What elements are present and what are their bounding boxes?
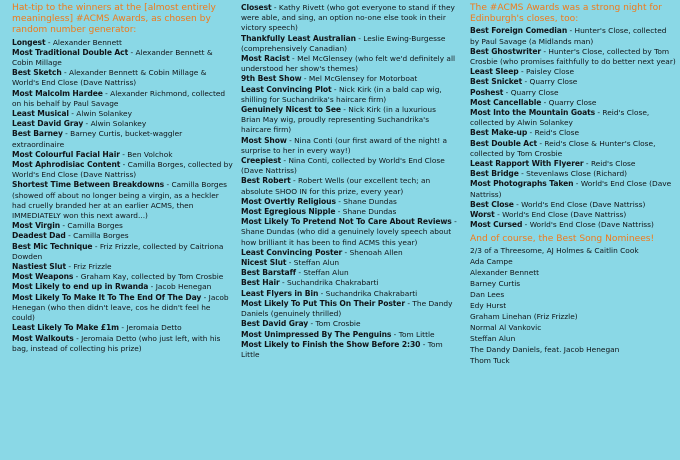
award-entry bbox=[12, 160, 234, 180]
award-winner: Hunter's Close, collected by Tom Crosbie (who promises faithfully to do better next year) bbox=[470, 46, 676, 67]
award-separator: - bbox=[308, 319, 316, 329]
award-separator: - bbox=[527, 128, 535, 138]
award-separator: - bbox=[494, 210, 503, 220]
award-entry bbox=[470, 159, 676, 169]
award-winner: Friz Frizzle, collected by Caitriona Dowden bbox=[12, 241, 224, 261]
nominee-item: Thom Tuck bbox=[470, 355, 510, 365]
award-winner: Reid's Close & Hunter's Close, collected by Tom Crosbie bbox=[470, 138, 656, 158]
award-entry bbox=[241, 268, 457, 278]
award-separator: - bbox=[286, 258, 294, 268]
award-winner: Suchandrika Chakrabarti bbox=[287, 278, 379, 288]
award-separator: - bbox=[518, 67, 526, 77]
award-category: Deadest Dad bbox=[12, 231, 66, 241]
award-separator: - bbox=[355, 33, 364, 43]
award-category: Most Show bbox=[241, 135, 287, 145]
award-separator: - bbox=[503, 87, 511, 97]
award-category: Most Likely to end up in Rwanda bbox=[12, 282, 149, 292]
nominee-item: Normal Al Vankovic bbox=[470, 322, 542, 332]
award-entry bbox=[470, 67, 676, 77]
award-separator: - bbox=[119, 149, 128, 159]
award-entry bbox=[241, 197, 457, 207]
award-winner: Jacob Henegan bbox=[155, 282, 212, 292]
award-winner: Barney Curtis, bucket-waggler extraordinaire bbox=[12, 129, 183, 149]
award-separator: - bbox=[541, 97, 549, 107]
closes-column bbox=[470, 3, 676, 366]
award-category: Best Hair bbox=[241, 278, 280, 288]
award-entry bbox=[12, 293, 234, 324]
award-entry bbox=[470, 169, 676, 179]
award-winner: Friz Frizzle bbox=[73, 262, 112, 272]
award-separator: - bbox=[148, 282, 156, 292]
award-separator: - bbox=[164, 180, 172, 190]
award-separator: - bbox=[66, 262, 74, 272]
award-entry bbox=[12, 231, 234, 241]
award-category: Best Barney bbox=[12, 129, 63, 139]
award-winner: Camilla Borges bbox=[73, 231, 129, 241]
award-category: Most Traditional Double Act bbox=[12, 47, 129, 57]
award-winner: Shane Dundas (who did a genuinely lovely speech about how brilliant it has been to find ACMS this year) bbox=[241, 227, 452, 247]
award-winner: Reid's Close bbox=[534, 128, 580, 138]
nominee-item: 2/3 of a Threesome, AJ Holmes & Caitlin Cook bbox=[470, 246, 639, 256]
award-separator: - bbox=[318, 288, 326, 298]
award-separator: - bbox=[281, 156, 289, 166]
award-separator: - bbox=[522, 220, 530, 230]
award-winner: Steffan Alun bbox=[303, 268, 349, 278]
award-entry bbox=[241, 136, 457, 156]
award-winner: Tom Crosbie bbox=[315, 319, 361, 329]
award-winner: Tom Little bbox=[241, 339, 443, 359]
award-category: Most Egregious Nipple bbox=[241, 207, 336, 217]
award-entry bbox=[470, 139, 676, 159]
award-separator: - bbox=[537, 138, 545, 148]
award-separator: - bbox=[92, 241, 100, 251]
award-separator: - bbox=[420, 339, 428, 349]
award-category: Poshest bbox=[470, 87, 504, 97]
award-winner: Steffan Alun bbox=[293, 258, 340, 268]
award-entry bbox=[12, 38, 234, 48]
award-separator: - bbox=[62, 129, 71, 139]
award-entry bbox=[12, 323, 234, 333]
award-winner: Quarry Close bbox=[510, 87, 559, 97]
award-winner: Jeromaia Detto bbox=[126, 323, 182, 333]
winners-list-2 bbox=[241, 3, 457, 360]
award-winner: Nina Conti, collected by World's End Close (Dave Nattriss) bbox=[241, 156, 445, 176]
award-separator: - bbox=[201, 292, 209, 302]
award-entry bbox=[12, 68, 234, 88]
closes-heading: The #ACMS Awards was a strong night for Edinburgh's closes, too: bbox=[470, 3, 662, 25]
winners-list-1 bbox=[12, 38, 234, 354]
award-entry bbox=[12, 129, 234, 149]
award-category: Most Likely To Make It To The End Of The Day bbox=[12, 292, 202, 302]
award-winner: Robert Wells (our excellent tech; an absolute SHOO IN for this prize, every year) bbox=[241, 176, 431, 196]
award-separator: - bbox=[118, 323, 127, 333]
award-entry bbox=[12, 150, 234, 160]
award-separator: - bbox=[45, 37, 53, 47]
award-separator: - bbox=[541, 46, 549, 56]
award-winner: Leslie Ewing-Burgesse (comprehensively Canadian) bbox=[241, 33, 446, 53]
award-category: Most Cursed bbox=[470, 220, 523, 230]
award-winner: Shenoah Allen bbox=[349, 247, 403, 257]
award-entry bbox=[12, 119, 234, 129]
award-category: Most Cancellable bbox=[470, 97, 542, 107]
award-entry bbox=[241, 74, 457, 84]
award-category: Best Make-up bbox=[470, 128, 528, 138]
award-winner: Jacob Henegan (who then didn't leave, cos he didn't feel he could) bbox=[12, 292, 229, 323]
award-separator: - bbox=[340, 105, 349, 115]
award-winner: Graham Kay, collected by Tom Crosbie bbox=[80, 272, 224, 282]
award-separator: - bbox=[513, 199, 522, 209]
award-entry bbox=[470, 200, 676, 210]
award-category: Least Convincing Poster bbox=[241, 247, 343, 257]
award-separator: - bbox=[451, 217, 457, 227]
award-entry bbox=[12, 221, 234, 231]
nominee-item: Steffan Alun bbox=[470, 333, 516, 343]
award-category: Nastiest Slut bbox=[12, 262, 66, 272]
award-winner: Paisley Close bbox=[526, 67, 575, 77]
award-entry bbox=[12, 262, 234, 272]
award-winner: Quarry Close bbox=[548, 97, 597, 107]
award-category: Best Close bbox=[470, 199, 514, 209]
award-separator: - bbox=[73, 333, 82, 343]
award-entry bbox=[241, 319, 457, 329]
award-category: Nicest Slut bbox=[241, 258, 287, 268]
award-winner: Camilla Borges (showed off about no longer being a virgin, as a heckler had cruelly branded her at an earlier ACMS, then IMMEDIATELY won this next award...) bbox=[12, 180, 227, 221]
award-winner: World's End Close (Dave Nattriss) bbox=[529, 220, 654, 230]
award-entry bbox=[241, 3, 457, 34]
award-entry bbox=[12, 272, 234, 282]
song-nominees-list bbox=[470, 246, 676, 366]
award-winner: Shane Dundas bbox=[343, 196, 397, 206]
award-winner: Suchandrika Chakrabarti bbox=[325, 288, 418, 298]
award-category: Best Double Act bbox=[470, 138, 537, 148]
award-separator: - bbox=[102, 88, 111, 98]
award-separator: - bbox=[342, 247, 350, 257]
award-category: Thankfully Least Australian bbox=[241, 33, 356, 43]
award-entry bbox=[470, 179, 676, 199]
award-winner: World's End Close (Dave Nattriss) bbox=[502, 210, 627, 220]
award-separator: - bbox=[567, 26, 575, 36]
award-separator: - bbox=[271, 3, 279, 12]
award-entry bbox=[241, 156, 457, 176]
award-category: Best Barstaff bbox=[241, 268, 296, 278]
nominee-item: Alexander Bennett bbox=[470, 268, 540, 278]
award-separator: - bbox=[583, 159, 591, 169]
award-separator: - bbox=[120, 160, 128, 170]
award-category: Most Malcolm Hardee bbox=[12, 88, 103, 98]
award-separator: - bbox=[68, 109, 77, 119]
award-separator: - bbox=[522, 77, 530, 87]
award-entry bbox=[241, 217, 457, 248]
winners-column-2 bbox=[241, 3, 457, 360]
award-winner: Stevenlaws Close (Richard) bbox=[526, 169, 628, 179]
award-separator: - bbox=[279, 278, 288, 288]
award-category: Most Likely To Pretend Not To Care About Reviews bbox=[241, 217, 452, 227]
award-winner: Mel McGlensey for Motorboat bbox=[308, 74, 418, 84]
award-entry bbox=[12, 48, 234, 68]
award-category: Best Bridge bbox=[470, 169, 519, 179]
award-category: Creepiest bbox=[241, 156, 282, 166]
award-entry bbox=[241, 85, 457, 105]
nominee-item: Edy Hurst bbox=[470, 301, 507, 310]
award-category: Worst bbox=[470, 210, 495, 220]
award-category: Best Mic Technique bbox=[12, 241, 93, 251]
award-winner: Nina Conti (our first award of the night! a surprise to her in every way!) bbox=[241, 135, 448, 155]
award-entry bbox=[470, 47, 676, 67]
award-separator: - bbox=[595, 108, 603, 118]
nominee-item: Dan Lees bbox=[470, 290, 505, 300]
award-category: Most Colourful Facial Hair bbox=[12, 149, 120, 159]
winners-column-1 bbox=[12, 3, 234, 354]
award-winner: Alwin Solankey bbox=[76, 109, 132, 119]
award-winner: Tom Little bbox=[398, 329, 435, 339]
award-entry bbox=[241, 54, 457, 74]
award-category: Longest bbox=[12, 37, 46, 47]
award-entry bbox=[241, 258, 457, 268]
award-category: Shortest Time Between Breakdowns bbox=[12, 180, 165, 190]
award-entry bbox=[241, 207, 457, 217]
award-category: Least David Gray bbox=[12, 119, 84, 129]
award-winner: Mel McGlensey (who felt we'd definitely all understood her show's themes) bbox=[241, 54, 456, 74]
award-category: Most Racist bbox=[241, 54, 290, 64]
award-winner: World's End Close (Dave Nattriss) bbox=[470, 179, 672, 199]
award-winner: Alexander Bennett & Cobin Millage bbox=[12, 47, 213, 68]
closes-list bbox=[470, 26, 676, 230]
award-category: Most Aphrodisiac Content bbox=[12, 160, 121, 170]
award-winner: Jeromaia Detto (who just left, with his bag, instead of collecting his prize) bbox=[12, 333, 221, 353]
award-separator: - bbox=[61, 68, 70, 78]
award-entry bbox=[241, 330, 457, 340]
award-entry bbox=[470, 128, 676, 138]
award-winner: Alwin Solankey bbox=[90, 119, 147, 129]
award-separator: - bbox=[289, 54, 298, 64]
award-entry bbox=[470, 220, 676, 230]
award-entry bbox=[241, 299, 457, 319]
award-category: Most Unimpressed By The Penguins bbox=[241, 329, 392, 339]
award-entry bbox=[241, 289, 457, 299]
award-entry bbox=[241, 34, 457, 54]
award-separator: - bbox=[128, 47, 136, 57]
intro-heading: Hat-tip to the winners at the [almost entirely meaningless] #ACMS Awards, as chosen by random number generator: bbox=[12, 3, 216, 36]
award-separator: - bbox=[331, 84, 339, 94]
award-entry bbox=[12, 109, 234, 119]
award-category: Genuinely Nicest to See bbox=[241, 105, 341, 115]
award-category: Most Walkouts bbox=[12, 333, 74, 343]
award-separator: - bbox=[335, 207, 343, 217]
award-winner: World's End Close (Dave Nattriss) bbox=[521, 199, 646, 209]
award-entry bbox=[241, 340, 457, 360]
award-category: Most Likely to Finish the Show Before 2:30 bbox=[241, 339, 421, 349]
award-separator: - bbox=[83, 119, 91, 129]
award-separator: - bbox=[295, 268, 304, 278]
award-category: Best Snicket bbox=[470, 77, 523, 87]
award-category: Most Overtly Religious bbox=[241, 196, 336, 206]
award-winner: Shane Dundas bbox=[342, 207, 397, 217]
nominee-item: Ada Campe bbox=[470, 257, 513, 267]
award-category: Least Rapport With Flyerer bbox=[470, 159, 584, 169]
award-entry bbox=[470, 98, 676, 108]
award-entry bbox=[12, 282, 234, 292]
award-entry bbox=[470, 210, 676, 220]
award-separator: - bbox=[286, 135, 295, 145]
award-entry bbox=[241, 176, 457, 196]
award-winner: Quarry Close bbox=[529, 77, 578, 87]
award-category: 9th Best Show bbox=[241, 74, 302, 84]
award-category: Most Likely To Put This On Their Poster bbox=[241, 298, 405, 308]
award-separator: - bbox=[301, 74, 309, 84]
award-category: Most Photographs Taken bbox=[470, 179, 574, 189]
award-category: Least Convincing Plot bbox=[241, 84, 332, 94]
award-category: Least Musical bbox=[12, 109, 69, 119]
award-separator: - bbox=[73, 272, 81, 282]
award-category: Least Flyers in Bin bbox=[241, 288, 319, 298]
award-separator: - bbox=[518, 169, 527, 179]
award-separator: - bbox=[65, 231, 74, 241]
award-entry bbox=[470, 108, 676, 128]
award-entry bbox=[241, 105, 457, 136]
nominee-item: The Dandy Daniels, feat. Jacob Henegan bbox=[470, 344, 620, 354]
award-entry bbox=[470, 26, 676, 46]
award-category: Best Foreign Comedian bbox=[470, 26, 568, 36]
award-winner: Nick Kirk (in a bald cap wig, shilling for Suchandrika's haircare firm) bbox=[241, 84, 442, 104]
award-category: Best Robert bbox=[241, 176, 291, 186]
award-separator: - bbox=[573, 179, 581, 189]
award-entry bbox=[12, 242, 234, 262]
award-winner: Alexander Richmond, collected on his behalf by Paul Savage bbox=[12, 88, 226, 108]
nominee-item: Barney Curtis bbox=[470, 279, 521, 289]
award-winner: Camilla Borges bbox=[67, 221, 123, 231]
award-category: Most Into the Mountain Goats bbox=[470, 108, 596, 118]
award-winner: Reid's Close, collected by Alwin Solankey bbox=[470, 108, 650, 128]
award-category: Best David Gray bbox=[241, 319, 309, 329]
award-category: Closest bbox=[241, 3, 272, 12]
award-separator: - bbox=[391, 329, 399, 339]
nominee-item: Graham Linehan (Friz Frizzle) bbox=[470, 311, 578, 321]
award-winner: Alexander Bennett & Cobin Millage & World's End Close (Dave Nattriss) bbox=[12, 68, 207, 88]
award-category: Least Likely To Make £1m bbox=[12, 323, 119, 333]
award-separator: - bbox=[405, 298, 413, 308]
award-winner: Ben Volchok bbox=[127, 149, 173, 159]
award-winner: Reid's Close bbox=[590, 159, 636, 169]
award-winner: Kathy Rivett (who got everyone to stand if they were able, and sing, an option no-one else took in their victory speech) bbox=[241, 3, 455, 33]
award-entry bbox=[241, 248, 457, 258]
award-entry bbox=[470, 77, 676, 87]
award-winner: Alexander Bennett bbox=[52, 37, 122, 47]
award-separator: - bbox=[60, 221, 68, 231]
award-entry bbox=[12, 180, 234, 221]
award-category: Least Sleep bbox=[470, 67, 519, 77]
song-nominees-heading: And of course, the Best Song Nominees! bbox=[470, 234, 655, 245]
award-winner: Hunter's Close, collected by Paul Savage (a Midlands man) bbox=[470, 26, 667, 46]
award-entry bbox=[12, 334, 234, 354]
award-category: Best Ghostwriter bbox=[470, 46, 542, 56]
award-separator: - bbox=[335, 196, 344, 206]
award-category: Best Sketch bbox=[12, 68, 62, 78]
award-entry bbox=[12, 89, 234, 109]
award-category: Most Virgin bbox=[12, 221, 61, 231]
award-winner: Nick Kirk (in a luxurious Brian May wig, proudly representing Suchandrika's haircare firm) bbox=[241, 105, 436, 135]
award-entry bbox=[470, 88, 676, 98]
award-winner: The Dandy Daniels (genuinely thrilled) bbox=[241, 298, 453, 319]
award-winner: Camilla Borges, collected by World's End Close (Dave Nattriss) bbox=[12, 160, 233, 180]
award-entry bbox=[241, 278, 457, 288]
award-category: Most Weapons bbox=[12, 272, 74, 282]
award-separator: - bbox=[290, 176, 299, 186]
